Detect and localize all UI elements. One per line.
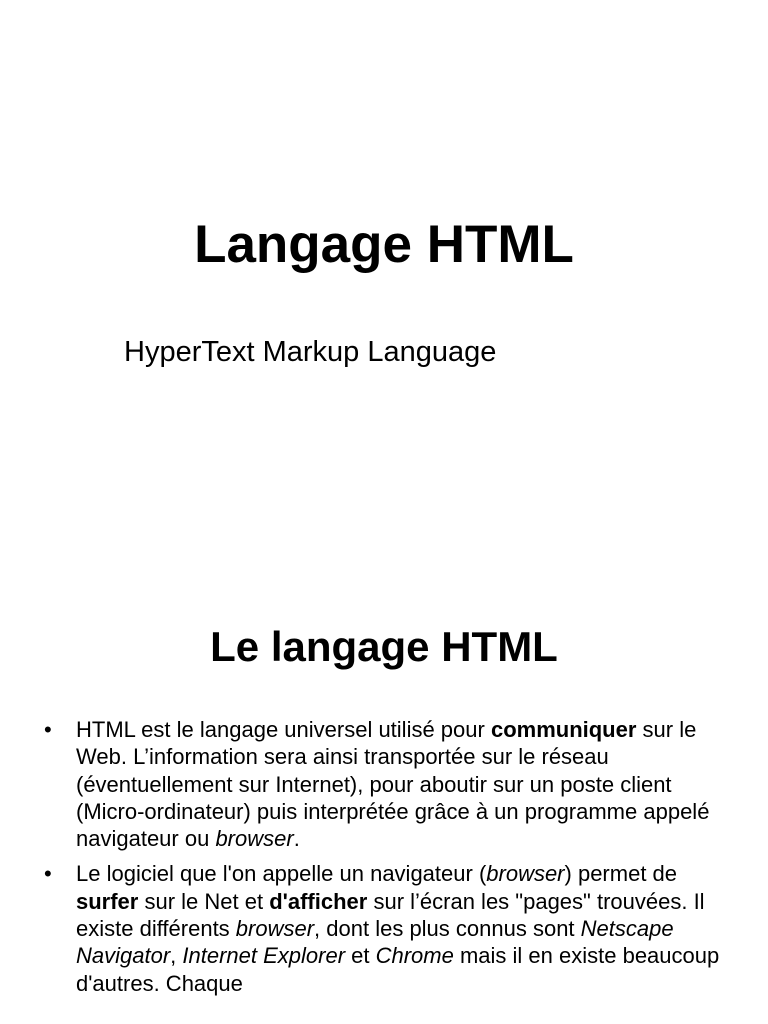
bold-text: communiquer [490, 717, 637, 742]
bullet-text: sur le Net et [138, 888, 270, 914]
bullet-item-browser [0, 860, 768, 996]
italic-text: browser [486, 861, 565, 887]
slide2-title: Le langage HTML [210, 623, 558, 670]
bullet-item-html-definition [0, 716, 768, 852]
bullet-text: sur l’écran les "pages" trouvées. Il existe différents [76, 888, 705, 942]
bullet-text: ) permet de [564, 861, 678, 887]
slide1-subtitle: HyperText Markup Language [124, 336, 497, 368]
italic-text: browser [235, 916, 315, 942]
bullet-text: . [293, 826, 300, 852]
bullet-text: HTML est le langage universel utilisé pour [76, 717, 491, 742]
bullet-text: mais il en existe beaucoup d'autres. Chaque [76, 943, 720, 996]
bullet-text: Le logiciel que l'on appelle un navigateur ( [76, 861, 487, 887]
bullet-text: sur le Web. L’information sera ainsi transportée sur le réseau (éventuellement sur Internet), pour aboutir sur un poste client (Micro-ordinateur) puis interprétée grâce à un programme appelé navigateur ou [76, 717, 710, 852]
bullet-marker: • [44, 717, 52, 742]
bullet-text: , [170, 943, 183, 969]
bullet-list [0, 716, 768, 1005]
bullet-marker: • [44, 861, 52, 887]
slide1-title: Langage HTML [194, 215, 574, 274]
bold-text: surfer [76, 888, 139, 914]
italic-text: Chrome [375, 943, 454, 969]
bold-text: d'afficher [269, 888, 368, 914]
bullet-text: et [345, 943, 376, 969]
bullet-text: , dont les plus connus sont [314, 916, 581, 942]
italic-text: browser [215, 826, 294, 852]
italic-text: Internet Explorer [182, 943, 346, 969]
italic-text: Netscape Navigator [76, 916, 674, 969]
